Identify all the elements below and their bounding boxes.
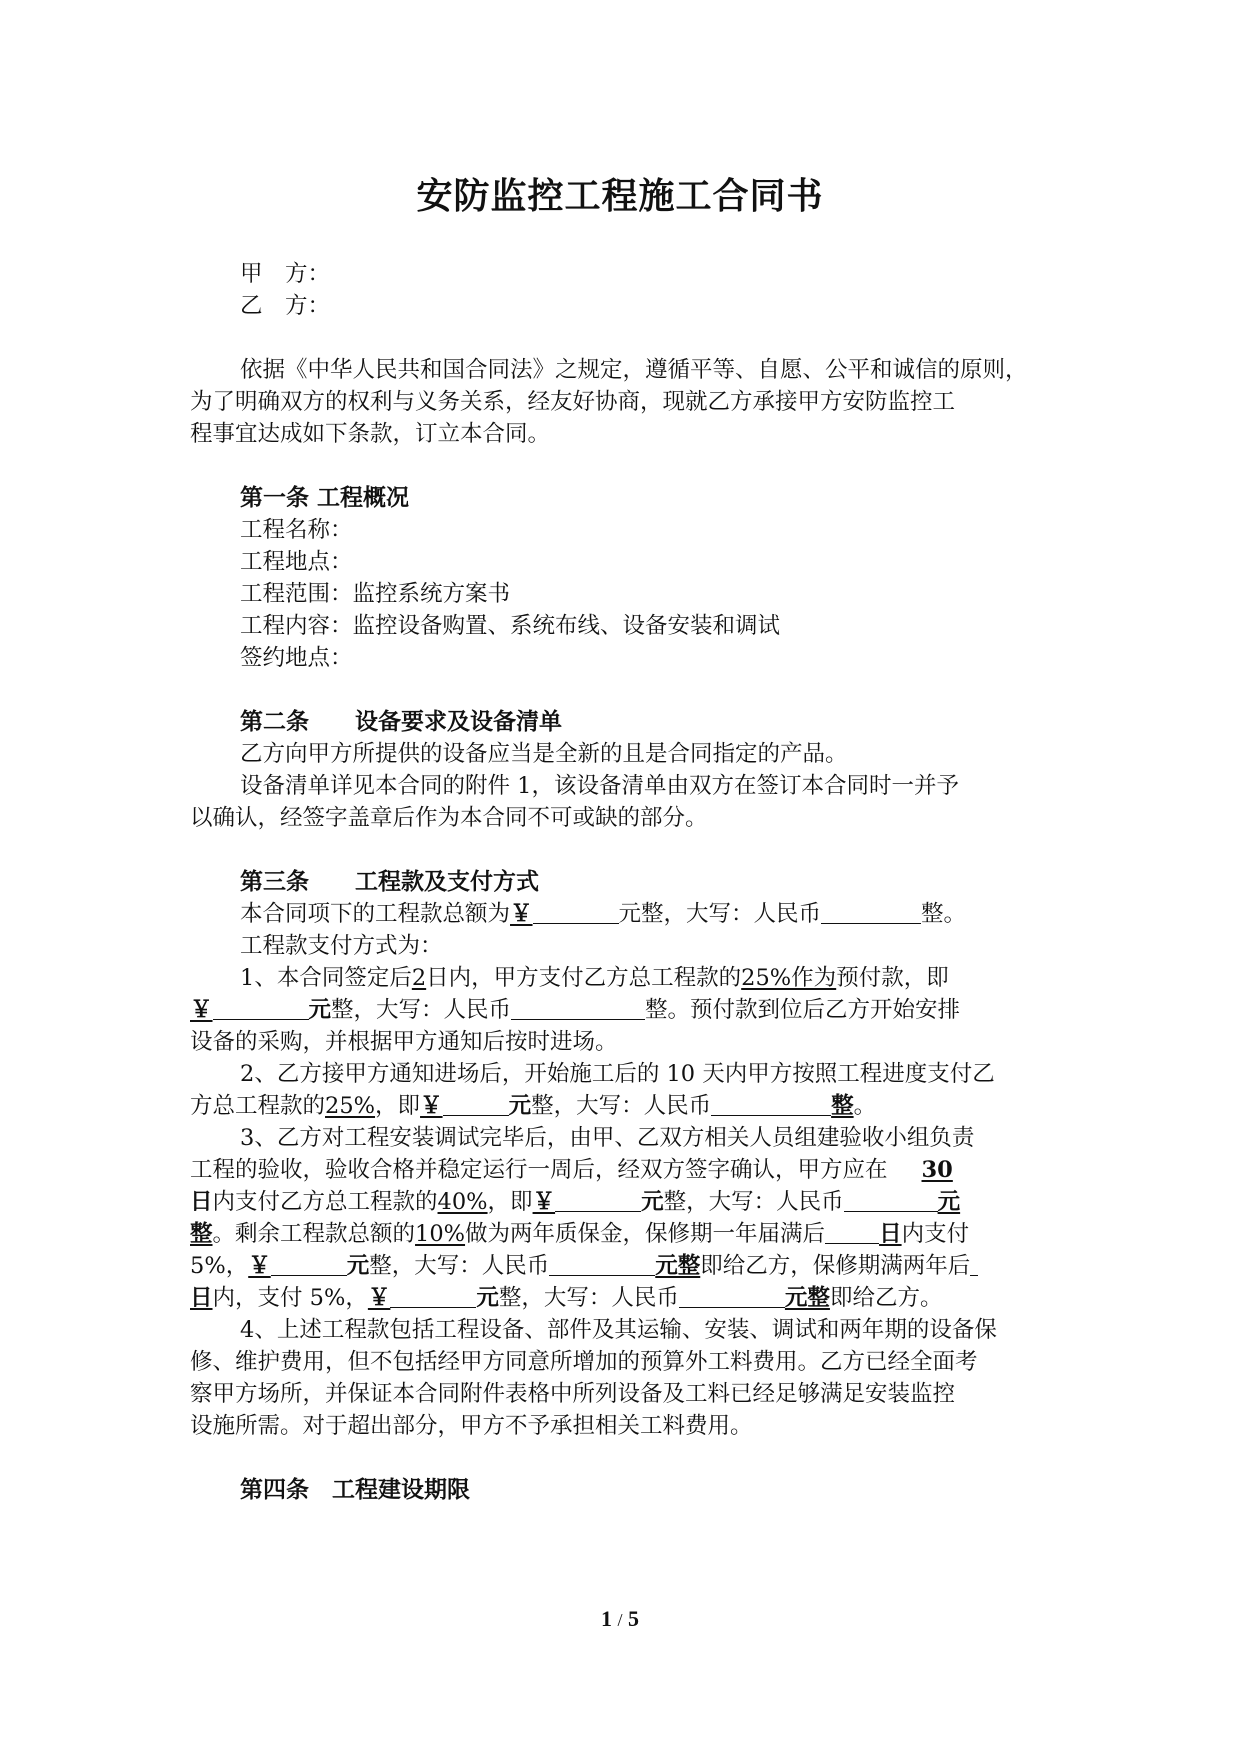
text: ，即: [375, 1093, 421, 1119]
article-4-heading: 第四条 工程建设期限: [240, 1476, 470, 1503]
text: 本合同项下的工程款总额为: [240, 901, 511, 927]
payment-item-3-cont: [190, 1154, 1060, 1186]
text: 整。预付款到位后乙方开始安排: [645, 997, 961, 1023]
article-3-heading: 第三条 工程款及支付方式: [240, 868, 539, 895]
total-amount-line: [190, 898, 1060, 930]
yen-symbol: ￥: [420, 1093, 443, 1119]
intro-line: 程事宜达成如下条款，订立本合同。: [190, 421, 551, 447]
payment-item-2-cont: [190, 1090, 1060, 1122]
blank-field: [825, 1221, 879, 1244]
article-1-heading: 第一条 工程概况: [240, 484, 410, 511]
payment-item-3-cont: [190, 1250, 1060, 1282]
signing-location-line: 签约地点：: [240, 645, 353, 671]
text: 5%，: [190, 1253, 249, 1279]
text: 整，大写：人民币: [331, 997, 512, 1023]
blank-field: [511, 997, 645, 1020]
project-location-line: 工程地点：: [240, 549, 353, 575]
blank-field: [679, 1285, 785, 1308]
project-content-line: 工程内容：监控设备购置、系统布线、设备安装和调试: [240, 613, 781, 639]
blank-field: [213, 997, 309, 1020]
text: 日: [190, 1189, 213, 1215]
days-value: [888, 1157, 953, 1183]
blank-field: [844, 1189, 938, 1212]
payment-item-3-cont: [190, 1282, 1060, 1314]
project-name-line: 工程名称：: [240, 517, 353, 543]
yen-symbol: ￥: [248, 1253, 271, 1279]
article-3: [190, 866, 1060, 1442]
text: 整，大写：人民币: [663, 1189, 844, 1215]
text: 元整: [655, 1253, 701, 1279]
payment-item-3-cont: [190, 1218, 1060, 1250]
article-2-text: 设备清单详见本合同的附件 1，该设备清单由双方在签订本合同时一并予: [240, 773, 959, 799]
blank-field: [390, 1285, 476, 1308]
percent-value: 10%: [415, 1221, 466, 1247]
current-page: 1: [600, 1606, 612, 1631]
text: 日: [190, 1285, 213, 1311]
text: 整: [831, 1093, 854, 1119]
party-a-line: 甲 方：: [240, 261, 331, 287]
page-separator: /: [617, 1610, 623, 1630]
payment-item-3: 3、乙方对工程安装调试完毕后，由甲、乙双方相关人员组建验收小组负责: [240, 1125, 975, 1151]
text: 元整，大写：人民币: [618, 901, 822, 927]
text: 元: [641, 1189, 664, 1215]
text: 整，大写：人民币: [498, 1285, 679, 1311]
blank-field: [970, 1253, 978, 1276]
payment-item-1-cont: [190, 994, 1060, 1026]
text: 。: [853, 1093, 877, 1119]
total-pages: 5: [628, 1606, 639, 1631]
payment-item-4-cont: 修、维护费用，但不包括经甲方同意所增加的预算外工料费用。乙方已经全面考: [190, 1349, 978, 1375]
text: 即给乙方。: [829, 1285, 943, 1311]
percent-value: 40%: [437, 1189, 488, 1215]
article-2-text: 以确认，经签字盖章后作为本合同不可或缺的部分。: [190, 805, 708, 831]
intro-line: 为了明确双方的权利与义务关系，经友好协商，现就乙方承接甲方安防监控工: [190, 389, 956, 415]
text: 做为两年质保金，保修期一年届满后: [465, 1221, 826, 1247]
blank-field: [271, 1253, 347, 1276]
blank-field: [533, 901, 619, 924]
text: 元: [346, 1253, 370, 1279]
percent-value: 25%: [325, 1093, 376, 1119]
text: 元: [937, 1189, 961, 1215]
article-2-text: 乙方向甲方所提供的设备应当是全新的且是合同指定的产品。: [240, 741, 848, 767]
intro-line: 依据《中华人民共和国合同法》之规定，遵循平等、自愿、公平和诚信的原则，: [240, 357, 1028, 383]
blank-field: [711, 1093, 831, 1116]
text: 日: [879, 1221, 902, 1247]
yen-symbol: ￥: [532, 1189, 556, 1215]
article-2: [190, 706, 1060, 834]
article-2-heading: 第二条 设备要求及设备清单: [240, 708, 562, 735]
payment-item-4-cont: 察甲方场所，并保证本合同附件表格中所列设备及工料已经足够满足安装监控: [190, 1381, 956, 1407]
days-number: 30: [921, 1157, 953, 1183]
text: 日内，甲方支付乙方总工程款的: [426, 965, 742, 991]
intro-paragraph: [190, 354, 1060, 450]
yen-symbol: ￥: [367, 1285, 391, 1311]
text: 预付款，即: [836, 965, 949, 991]
document-body: [190, 258, 1060, 1506]
payment-item-4-cont: 设施所需。对于超出部分，甲方不予承担相关工料费用。: [190, 1413, 753, 1439]
text: 即给乙方，保修期满两年后: [700, 1253, 971, 1279]
text: 元: [476, 1285, 499, 1311]
payment-method-line: 工程款支付方式为：: [240, 933, 443, 959]
payment-item-1: [190, 962, 1060, 994]
blank-field: [821, 901, 921, 924]
blank-field: [549, 1253, 655, 1276]
percent-value: 25%作为: [741, 965, 837, 991]
text: 内，支付 5%，: [212, 1285, 368, 1311]
text: 元: [308, 997, 332, 1023]
text: 整，大写：人民币: [531, 1093, 712, 1119]
text: 元整: [784, 1285, 830, 1311]
text: 内支付乙方总工程款的: [212, 1189, 438, 1215]
payment-item-4: 4、上述工程款包括工程设备、部件及其运输、安装、调试和两年期的设备保: [240, 1317, 997, 1343]
days-value: 2: [411, 965, 427, 991]
text: ，即: [487, 1189, 533, 1215]
party-b-line: 乙 方：: [240, 293, 331, 319]
project-scope-line: 工程范围：监控系统方案书: [240, 581, 511, 607]
text: 整: [190, 1221, 213, 1247]
document-title: 安防监控工程施工合同书: [416, 176, 824, 217]
text: 整，大写：人民币: [369, 1253, 550, 1279]
text: 方总工程款的: [190, 1093, 326, 1119]
article-1: [190, 482, 1060, 674]
payment-item-1-cont: 设备的采购，并根据甲方通知后按时进场。: [190, 1029, 618, 1055]
page-number: [0, 1606, 1240, 1632]
blank-field: [443, 1093, 509, 1116]
text: 整。: [921, 901, 967, 927]
text: 。剩余工程款总额的: [212, 1221, 416, 1247]
text: 内支付: [901, 1221, 970, 1247]
text: 1、本合同签定后: [240, 965, 412, 991]
blank-field: [555, 1189, 641, 1212]
yen-symbol: ￥: [190, 997, 213, 1023]
payment-item-2: 2、乙方接甲方通知进场后，开始施工后的 10 天内甲方按照工程进度支付乙: [240, 1061, 995, 1087]
text: 工程的验收，验收合格并稳定运行一周后，经双方签字确认，甲方应在: [190, 1157, 888, 1183]
payment-item-3-cont: [190, 1186, 1060, 1218]
yen-symbol: ￥: [510, 901, 533, 927]
text: 元: [508, 1093, 532, 1119]
